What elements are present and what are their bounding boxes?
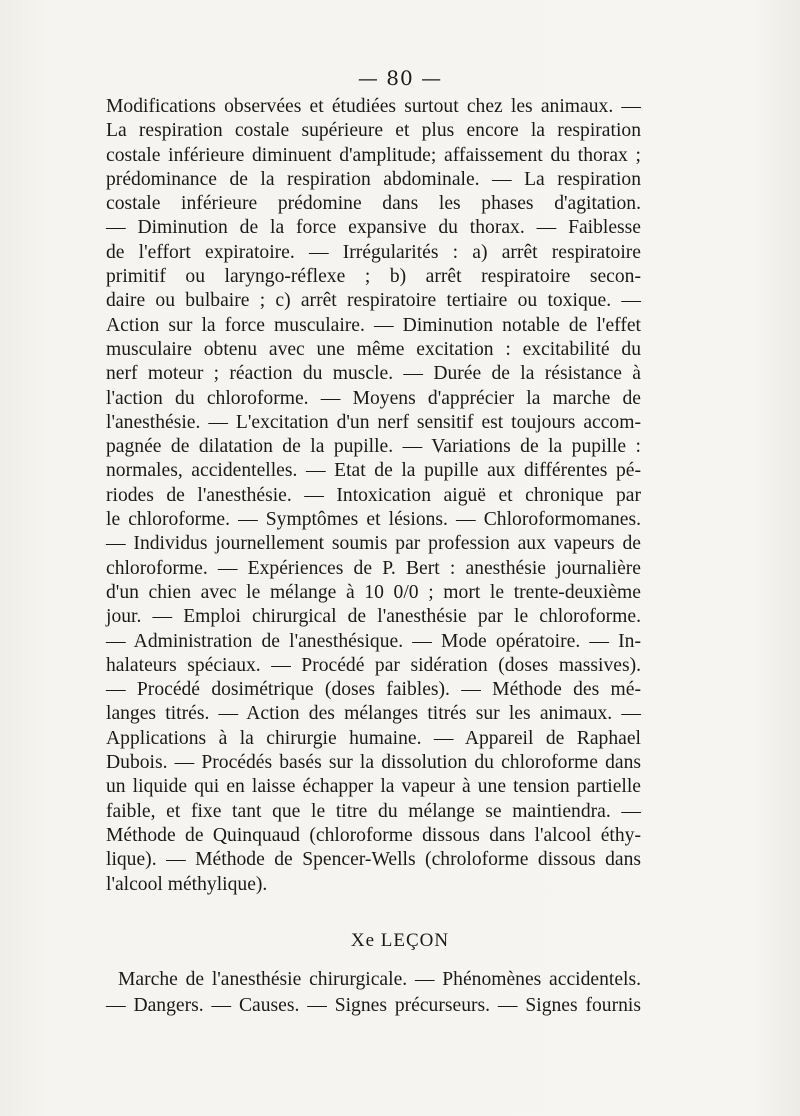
- text-line: d'un chien avec le mélange à 10 0/0 ; mort le trente-deuxième: [106, 581, 641, 603]
- text-line: Méthode de Quinquaud (chloroforme dissous dans l'alcool éthy-: [106, 824, 641, 846]
- text-line: l'alcool méthylique).: [106, 873, 268, 895]
- text-line: La respiration costale supérieure et plus encore la respiration: [106, 120, 641, 142]
- text-line: de l'effort expiratoire. — Irrégularités : a) arrêt respiratoire: [106, 241, 641, 263]
- text-line: — Administration de l'anesthésique. — Mode opératoire. — In-: [106, 630, 641, 652]
- text-line: l'anesthésie. — L'excitation d'un nerf sensitif est toujours accom-: [106, 411, 641, 433]
- text-line: halateurs spéciaux. — Procédé par sidération (doses massives).: [106, 654, 641, 676]
- text-line: Dubois. — Procédés basés sur la dissolution du chloroforme dans: [106, 752, 641, 774]
- text-line: langes titrés. — Action des mélanges titrés sur les animaux. —: [106, 703, 641, 725]
- text-line: primitif ou laryngo-réflexe ; b) arrêt respiratoire secon-: [106, 266, 641, 288]
- text-line: chloroforme. — Expériences de P. Bert : anesthésie journalière: [106, 557, 641, 579]
- text-line: normales, accidentelles. — Etat de la pupille aux différentes pé-: [106, 460, 641, 482]
- text-line: — Individus journellement soumis par profession aux vapeurs de: [106, 533, 641, 555]
- text-line: costale inférieure diminuent d'amplitude; affaissement du thorax ;: [106, 144, 641, 166]
- text-line: — Diminution de la force expansive du thorax. — Faiblesse: [106, 217, 641, 239]
- text-line: musculaire obtenu avec une même excitation : excitabilité du: [106, 338, 641, 360]
- text-line: riodes de l'anesthésie. — Intoxication aiguë et chronique par: [106, 484, 641, 506]
- text-line: — Dangers. — Causes. — Signes précurseurs. — Signes fournis: [106, 995, 641, 1016]
- text-line: le chloroforme. — Symptômes et lésions. — Chloroformomanes.: [106, 509, 641, 531]
- text-line: — Procédé dosimétrique (doses faibles). — Méthode des mé-: [106, 679, 641, 701]
- text-line: daire ou bulbaire ; c) arrêt respiratoire tertiaire ou toxique. —: [106, 290, 641, 312]
- lecture-summary-text: [106, 95, 641, 897]
- text-line: Modifications observées et étudiées surtout chez les animaux. —: [106, 96, 641, 117]
- text-line: pagnée de dilatation de la pupille. — Variations de la pupille :: [106, 436, 641, 458]
- section-summary: [106, 967, 641, 1019]
- text-line: Marche de l'anesthésie chirurgicale. — Phénomènes accidentels.: [118, 969, 641, 990]
- text-line: costale inférieure prédomine dans les phases d'agitation.: [106, 193, 641, 215]
- text-line: nerf moteur ; réaction du muscle. — Durée de la résistance à: [106, 363, 641, 385]
- text-line: prédominance de la respiration abdominale. — La respiration: [106, 168, 641, 190]
- text-line: lique). — Méthode de Spencer-Wells (chroloforme dissous dans: [106, 849, 641, 871]
- text-line: faible, et fixe tant que le titre du mélange se maintiendra. —: [106, 800, 641, 822]
- text-line: un liquide qui en laisse échapper la vapeur à une tension partielle: [106, 776, 641, 798]
- text-line: Applications à la chirurgie humaine. — Appareil de Raphael: [106, 727, 641, 749]
- text-line: Action sur la force musculaire. — Diminution notable de l'effet: [106, 314, 641, 336]
- page-number: — 80 —: [357, 66, 443, 90]
- text-line: l'action du chloroforme. — Moyens d'apprécier la marche de: [106, 387, 641, 409]
- text-line: jour. — Emploi chirurgical de l'anesthésie par le chloroforme.: [106, 606, 641, 628]
- section-heading: Xe LEÇON: [350, 930, 450, 951]
